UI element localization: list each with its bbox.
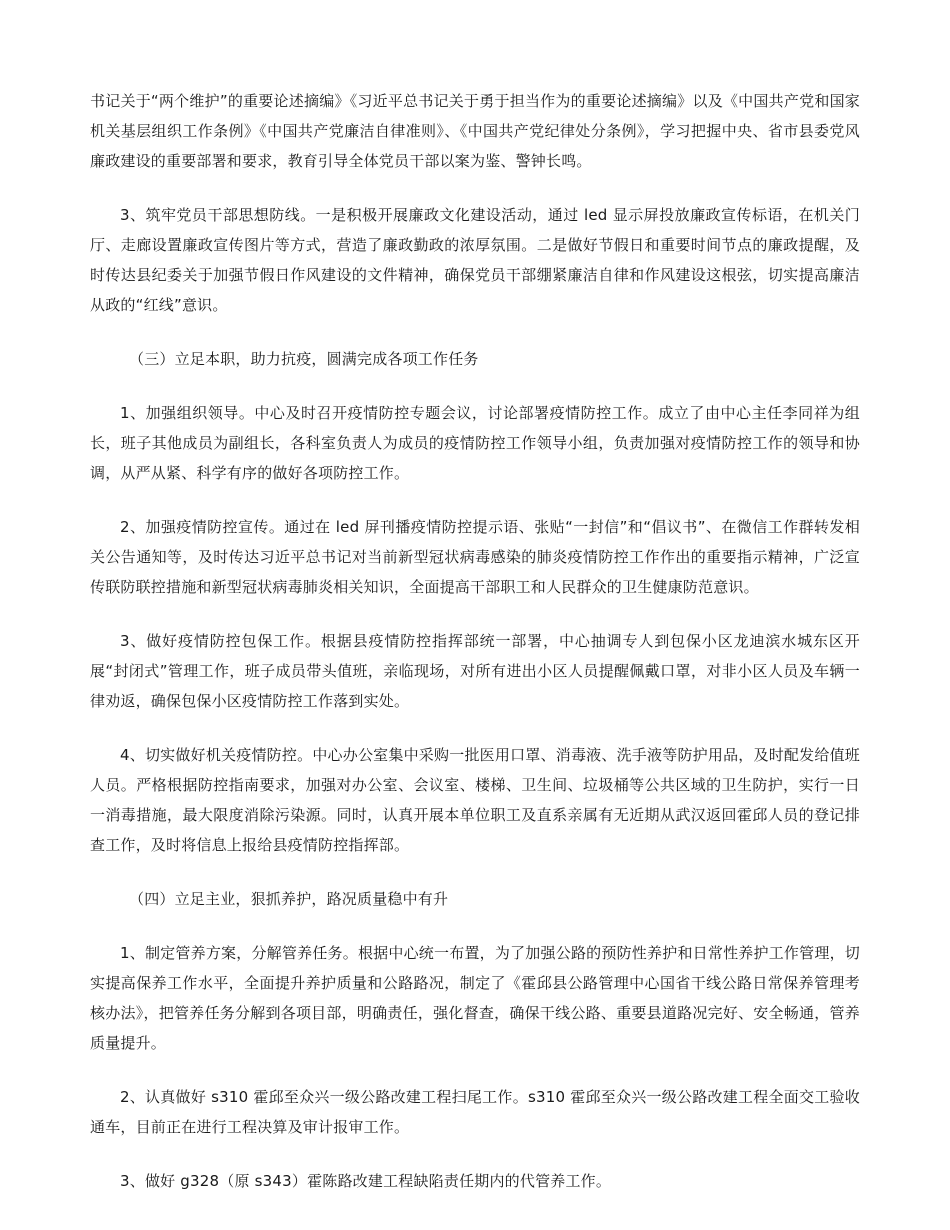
paragraph-community-protection: 3、做好疫情防控包保工作。根据县疫情防控指挥部统一部署，中心抽调专人到包保小区龙迪滨水城东区开展“封闭式”管理工作，班子成员带头值班，亲临现场，对所有进出小区人员提醒佩戴口罩，对非小区人员及车辆一律劝返，确保包保小区疫情防控工作落到实处。 <box>90 632 860 710</box>
paragraph-ideological-defense: 3、筑牢党员干部思想防线。一是积极开展廉政文化建设活动，通过 led 显示屏投放廉政宣传标语，在机关门厅、走廊设置廉政宣传图片等方式，营造了廉政勤政的浓厚氛围。二是做好节假日和重要时间节点的廉政提醒，及时传达县纪委关于加强节假日作风建设的文件精神，确保党员干部绷紧廉洁自律和作风建设这根弦，切实提高廉洁从政的“红线”意识。 <box>90 206 860 314</box>
paragraph-maintenance-plan: 1、制定管养方案，分解管养任务。根据中心统一布置，为了加强公路的预防性养护和日常性养护工作管理，切实提高保养工作水平，全面提升养护质量和公路路况，制定了《霍邱县公路管理中心国省干线公路日常保养管理考核办法》，把管养任务分解到各项目部，明确责任，强化督查，确保干线公路、重要县道路况完好、安全畅通，管养质量提升。 <box>90 944 860 1052</box>
paragraph-g328-maintenance: 3、做好 g328（原 s343）霍陈路改建工程缺陷责任期内的代管养工作。 <box>120 1172 612 1190</box>
paragraph-s310-project: 2、认真做好 s310 霍邱至众兴一级公路改建工程扫尾工作。s310 霍邱至众兴一级公路改建工程全面交工验收通车，目前正在进行工程决算及审计报审工作。 <box>90 1088 860 1136</box>
paragraph-office-prevention: 4、切实做好机关疫情防控。中心办公室集中采购一批医用口罩、消毒液、洗手液等防护用品，及时配发给值班人员。严格根据防控指南要求，加强对办公室、会议室、楼梯、卫生间、垃圾桶等公共区域的卫生防护，实行一日一消毒措施，最大限度消除污染源。同时，认真开展本单位职工及直系亲属有无近期从武汉返回霍邱人员的登记排查工作，及时将信息上报给县疫情防控指挥部。 <box>90 746 860 854</box>
paragraph-continued-study-list: 书记关于“两个维护”的重要论述摘编》《习近平总书记关于勇于担当作为的重要论述摘编》以及《中国共产党和国家机关基层组织工作条例》《中国共产党廉洁自律准则》、《中国共产党纪律处分条例》，学习把握中央、省市县委党风廉政建设的重要部署和要求，教育引导全体党员干部以案为鉴、警钟长鸣。 <box>90 92 860 170</box>
section-heading-4: （四）立足主业，狠抓养护，路况质量稳中有升 <box>129 890 449 908</box>
paragraph-epidemic-publicity: 2、加强疫情防控宣传。通过在 led 屏刊播疫情防控提示语、张贴“一封信”和“倡议书”、在微信工作群转发相关公告通知等，及时传达习近平总书记对当前新型冠状病毒感染的肺炎疫情防控工作作出的重要指示精神，广泛宣传联防联控措施和新型冠状病毒肺炎相关知识，全面提高干部职工和人民群众的卫生健康防范意识。 <box>90 518 860 596</box>
paragraph-organization-leadership: 1、加强组织领导。中心及时召开疫情防控专题会议，讨论部署疫情防控工作。成立了由中心主任李同祥为组长，班子其他成员为副组长，各科室负责人为成员的疫情防控工作领导小组，负责加强对疫情防控工作的领导和协调，从严从紧、科学有序的做好各项防控工作。 <box>90 404 860 482</box>
section-heading-3: （三）立足本职，助力抗疫，圆满完成各项工作任务 <box>129 350 479 368</box>
